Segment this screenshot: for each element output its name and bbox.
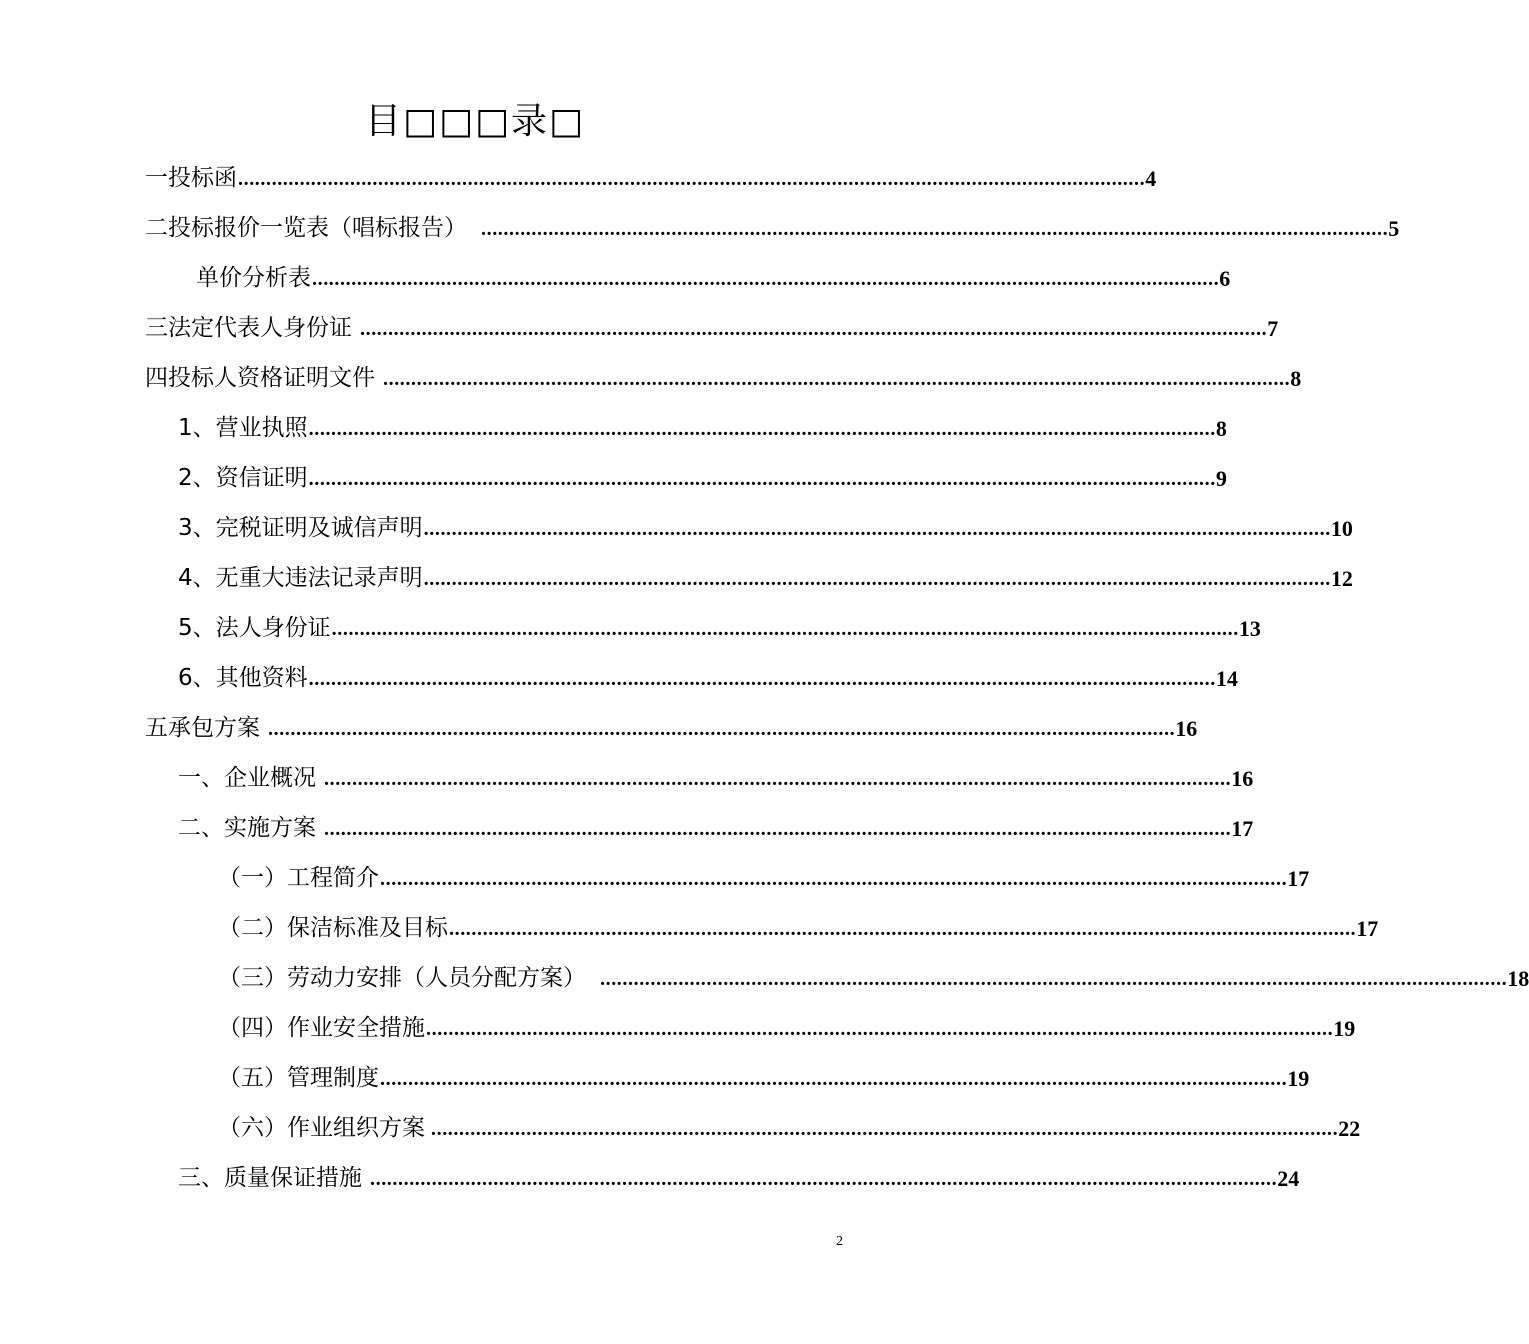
toc-entry-page: 12 [1330,566,1353,591]
toc-entry-label: 实施方案 [224,815,316,841]
toc-entry[interactable] [178,604,1261,644]
toc-entry-label: 管理制度 [287,1065,379,1091]
toc-entry-number: （四） [218,1015,287,1041]
toc-entry-label: 完税证明及诚信声明 [215,515,423,541]
toc-entry-number: 五 [145,715,168,741]
toc-entry-label: 企业概况 [224,765,316,791]
toc-entry-page: 16 [1231,766,1254,791]
toc-entry-page: 17 [1287,866,1310,891]
toc-entry-page: 5 [1388,216,1400,241]
toc-entry[interactable] [178,1154,1300,1194]
toc-dot-leader: .................................................................................................................................................................. [481,218,1389,240]
toc-entry[interactable] [196,254,1231,294]
toc-entry-label: 质量保证措施 [224,1165,362,1191]
toc-entry-number: 一、 [178,765,224,791]
toc-entry-page: 24 [1277,1166,1300,1191]
toc-entry-label: 无重大违法记录声明 [215,565,423,591]
toc-entry-label: 营业执照 [215,415,308,441]
toc-entry-label: 法人身份证 [215,615,331,641]
toc-entry-label: 保洁标准及目标 [287,915,448,941]
toc-entry-page: 18 [1507,966,1529,991]
toc-entry-page: 6 [1219,266,1231,291]
toc-entry-page: 22 [1338,1116,1361,1141]
toc-entry-label: 其他资料 [215,665,308,691]
toc-entry-page: 17 [1231,816,1254,841]
toc-entry-number: 二 [145,215,168,241]
toc-dot-leader: .................................................................................................................................................................. [324,768,1232,790]
toc-dot-leader: .................................................................................................................................................................. [268,718,1176,740]
toc-entry-number: 一 [145,165,168,191]
toc-dot-leader: .................................................................................................................................................................. [370,1168,1278,1190]
toc-entry-number: 三、 [178,1165,224,1191]
toc-dot-leader: .................................................................................................................................................................. [426,1018,1334,1040]
toc-entry[interactable] [145,704,1198,744]
toc-entry-page: 9 [1215,466,1227,491]
toc-entry-label: 作业组织方案 [287,1115,425,1141]
toc-entry-page: 17 [1356,916,1379,941]
toc-dot-leader: .................................................................................................................................................................. [331,618,1239,640]
toc-entry[interactable] [145,154,1157,194]
toc-entry-page: 19 [1287,1066,1310,1091]
toc-dot-leader: .................................................................................................................................................................. [308,468,1216,490]
toc-dot-leader: .................................................................................................................................................................. [600,968,1508,990]
toc-entry[interactable] [218,904,1379,944]
toc-dot-leader: .................................................................................................................................................................. [380,1068,1288,1090]
toc-entry-number: 二、 [178,815,224,841]
toc-entry-number: （五） [218,1065,287,1091]
toc-entry-page: 10 [1330,516,1353,541]
toc-title: 目□□□录□ [364,101,586,142]
toc-entry[interactable] [178,504,1353,544]
toc-entry-page: 14 [1215,666,1238,691]
toc-entry-label: 劳动力安排（人员分配方案） [287,965,586,991]
toc-dot-leader: .................................................................................................................................................................. [312,268,1220,290]
toc-entry[interactable] [178,454,1227,494]
toc-entry[interactable] [178,554,1353,594]
toc-entry-number: 4、 [178,565,216,591]
toc-dot-leader: .................................................................................................................................................................. [431,1118,1339,1140]
page-number: 2 [836,1234,843,1249]
toc-entry-label: 工程简介 [287,865,379,891]
toc-entry-number: （一） [218,865,287,891]
toc-entry[interactable] [145,204,1400,244]
toc-dot-leader: .................................................................................................................................................................. [423,568,1331,590]
toc-entry[interactable] [218,1054,1310,1094]
toc-entry-label: 作业安全措施 [287,1015,425,1041]
toc-entry[interactable] [218,954,1529,994]
toc-entry-label: 资信证明 [215,465,308,491]
toc-entry[interactable] [145,304,1279,344]
toc-entry-number: 四 [145,365,168,391]
toc-entry-label: 投标报价一览表（唱标报告） [168,215,467,241]
toc-entry-number: 1、 [178,415,216,441]
toc-dot-leader: .................................................................................................................................................................. [449,918,1357,940]
toc-entry[interactable] [218,854,1310,894]
toc-entry-label: 承包方案 [168,715,260,741]
toc-entry-number: （三） [218,965,287,991]
toc-entry-number: 2、 [178,465,216,491]
toc-dot-leader: .................................................................................................................................................................. [308,418,1216,440]
toc-dot-leader: .................................................................................................................................................................. [423,518,1331,540]
toc-entry-page: 7 [1267,316,1279,341]
toc-entry-label: 单价分析表 [196,265,311,291]
toc-entry[interactable] [218,1104,1361,1144]
toc-entry-number: （六） [218,1115,287,1141]
toc-entry-label: 投标人资格证明文件 [168,365,375,391]
toc-dot-leader: .................................................................................................................................................................. [238,168,1146,190]
toc-entry-page: 19 [1333,1016,1356,1041]
toc-entry-number: 5、 [178,615,216,641]
toc-entry-label: 法定代表人身份证 [168,315,352,341]
toc-entry-page: 13 [1238,616,1261,641]
toc-entry[interactable] [178,754,1254,794]
toc-dot-leader: .................................................................................................................................................................. [324,818,1232,840]
toc-entry[interactable] [178,654,1238,694]
toc-entry[interactable] [178,404,1227,444]
toc-entry-page: 8 [1215,416,1227,441]
toc-entry[interactable] [218,1004,1356,1044]
toc-entry-number: 6、 [178,665,216,691]
toc-entry[interactable] [145,354,1302,394]
toc-dot-leader: .................................................................................................................................................................. [360,318,1268,340]
toc-entry-page: 16 [1175,716,1198,741]
toc-entry-number: 三 [145,315,168,341]
toc-entry-page: 8 [1290,366,1302,391]
toc-dot-leader: .................................................................................................................................................................. [380,868,1288,890]
toc-dot-leader: .................................................................................................................................................................. [383,368,1291,390]
toc-dot-leader: .................................................................................................................................................................. [308,668,1216,690]
toc-entry-page: 4 [1145,166,1157,191]
toc-entry-number: 3、 [178,515,216,541]
toc-entry-number: （二） [218,915,287,941]
toc-entry-label: 投标函 [168,165,237,191]
toc-entry[interactable] [178,804,1254,844]
